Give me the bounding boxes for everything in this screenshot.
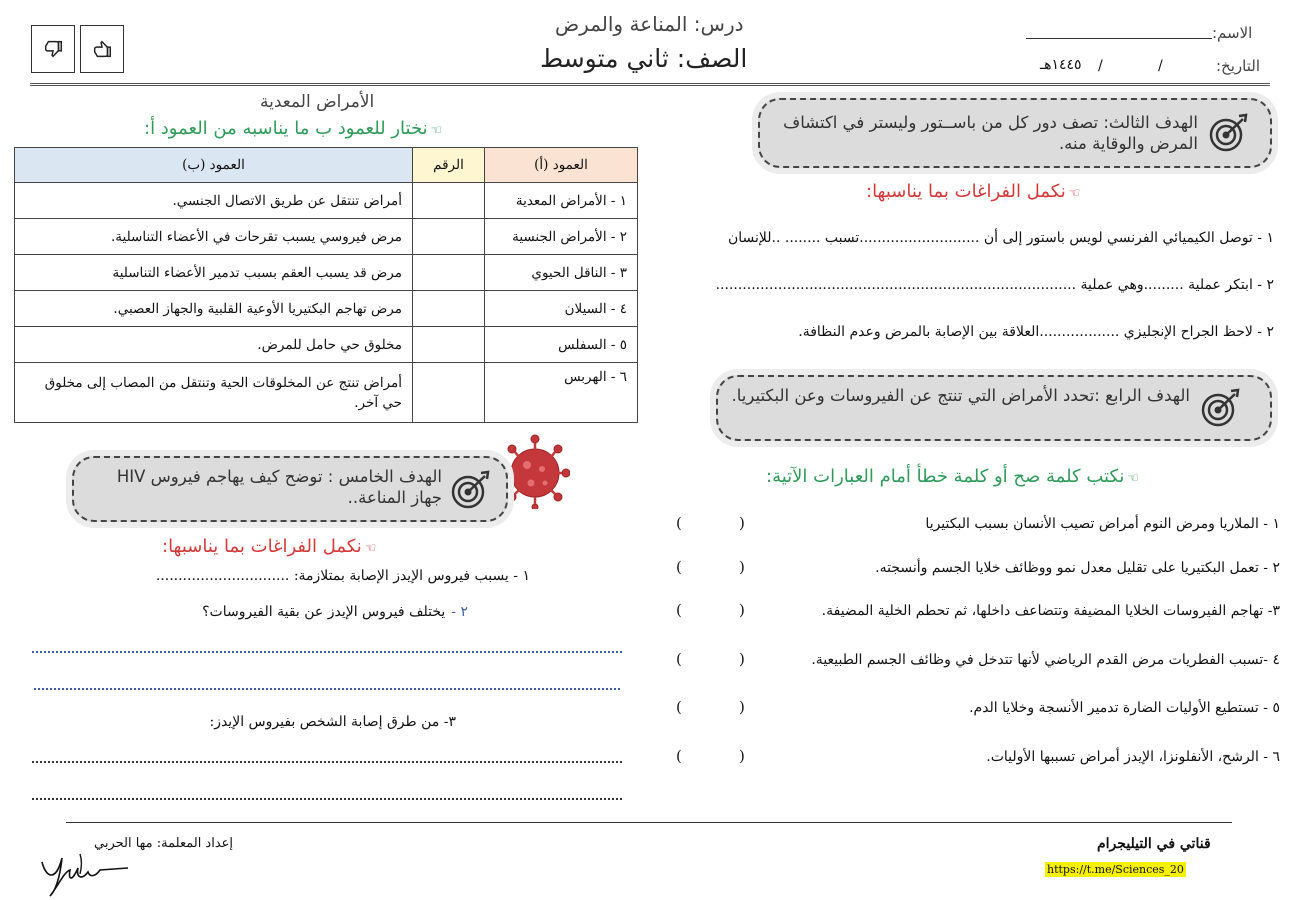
table-row: [15, 327, 638, 363]
telegram-link[interactable]: https://t.me/Sciences_20: [1047, 863, 1184, 876]
column-a-cell: ٢ - الأمراض الجنسية: [485, 219, 638, 255]
goal3-text: الهدف الثالث: تصف دور كل من باســتور وليستر في اكتشاف المرض والوقاية منه.: [783, 113, 1198, 153]
number-input-cell[interactable]: [413, 219, 485, 255]
number-column-header: الرقم: [413, 148, 485, 183]
answer-paren-open[interactable]: (: [739, 650, 745, 668]
tf-item: ٢ - تعمل البكتيريا على تقليل معدل نمو ووظائف خلايا الجسم وأنسجته.: [875, 560, 1280, 576]
answer-line[interactable]: [34, 688, 620, 690]
pointing-hand-icon: ☜: [364, 541, 377, 556]
answer-line[interactable]: [32, 651, 622, 653]
footer-divider: [66, 822, 1232, 823]
date-label: التاريخ:: [1216, 57, 1260, 75]
answer-paren-open[interactable]: (: [739, 601, 745, 619]
table-row: [15, 255, 638, 291]
name-label: الاسم:: [1212, 24, 1253, 42]
tf-item: ٥ - تستطيع الأوليات الضارة تدمير الأنسجة وخلايا الدم.: [969, 700, 1280, 716]
tf-item: ٣- تهاجم الفيروسات الخلايا المضيفة وتتضاعف داخلها، ثم تحطم الخلية المضيفة.: [821, 603, 1280, 619]
answer-paren-close[interactable]: ): [676, 601, 682, 619]
table-row: [15, 219, 638, 255]
aids-question-3: ٣- من طرق إصابة الشخص بفيروس الإيدز:: [209, 714, 456, 730]
column-a-cell: ٥ - السفلس: [485, 327, 638, 363]
goal4-box: [716, 375, 1272, 441]
tf-item: ٦ - الرشح، الأنفلونزا، الإيدز أمراض تسببها الأوليات.: [986, 749, 1280, 765]
column-b-cell: مرض قد يسبب العقم بسبب تدمير الأعضاء التناسلية: [15, 255, 413, 291]
thumbs-down-box[interactable]: [31, 25, 75, 73]
pointing-hand-icon: ☜: [430, 123, 443, 138]
thumbs-up-box[interactable]: [80, 25, 124, 73]
tf-item: ١ - الملاريا ومرض النوم أمراض تصيب الأنسان بسبب البكتيريا: [925, 516, 1280, 532]
true-false-title: ☜نكتب كلمة صح أو كلمة خطأ أمام العبارات الآتية:: [766, 466, 1140, 487]
column-a-cell: ٤ - السيلان: [485, 291, 638, 327]
column-a-header: العمود (أ): [485, 148, 638, 183]
infectious-diseases-title: الأمراض المعدية: [260, 92, 375, 112]
answer-paren-open[interactable]: (: [739, 698, 745, 716]
table-row: [15, 363, 638, 423]
right-fill-item: ٢ - ابتكر عملية .........وهي عملية .................................................................................: [715, 277, 1274, 293]
answer-paren-open[interactable]: (: [739, 747, 745, 765]
number-input-cell[interactable]: [413, 291, 485, 327]
column-b-cell: أمراض تنتج عن المخلوقات الحية وتنتقل من المصاب إلى مخلوق حي آخر.: [15, 363, 413, 423]
thumbs-down-icon: [42, 38, 64, 60]
answer-paren-close[interactable]: ): [676, 698, 682, 716]
target-icon: [1198, 386, 1242, 430]
number-input-cell[interactable]: [413, 363, 485, 423]
date-slash-2: /: [1098, 58, 1103, 74]
column-a-cell: ٣ - الناقل الحيوي: [485, 255, 638, 291]
right-fill-title: ☜نكمل الفراغات بما يناسبها:: [866, 181, 1081, 202]
date-year: ١٤٤٥هـ: [1040, 57, 1082, 73]
column-a-cell: ٦ - الهربس: [485, 363, 638, 423]
table-header-row: [15, 148, 638, 183]
virus-icon: [500, 433, 570, 509]
answer-paren-open[interactable]: (: [739, 558, 745, 576]
goal4-text: الهدف الرابع :تحدد الأمراض التي تنتج عن الفيروسات وعن البكتيريا.: [731, 386, 1190, 405]
question-number: ٢ -: [451, 604, 468, 620]
column-b-cell: أمراض تنتقل عن طريق الاتصال الجنسي.: [15, 183, 413, 219]
column-b-cell: مخلوق حي حامل للمرض.: [15, 327, 413, 363]
column-b-cell: مرض فيروسي يسبب تقرحات في الأعضاء التناسلية.: [15, 219, 413, 255]
column-a-cell: ١ - الأمراض المعدية: [485, 183, 638, 219]
match-title: ☜نختار للعمود ب ما يناسبه من العمود أ:: [144, 118, 443, 139]
target-icon: [448, 468, 492, 512]
table-row: [15, 183, 638, 219]
pointing-hand-icon: ☜: [1127, 471, 1140, 486]
header-divider: [30, 83, 1270, 86]
answer-paren-close[interactable]: ): [676, 650, 682, 668]
number-input-cell[interactable]: [413, 183, 485, 219]
answer-paren-close[interactable]: ): [676, 747, 682, 765]
thumbs-up-icon: [91, 38, 113, 60]
goal5-text: الهدف الخامس : توضح كيف يهاجم فيروس HIV جهاز المناعة..: [116, 467, 442, 507]
matching-table: [14, 147, 638, 423]
right-fill-item: ١ - توصل الكيميائي الفرنسي لويس باستور إلى أن ...........................تسبب ........ ..للإنسان: [727, 230, 1274, 246]
lesson-title: درس: المناعة والمرض: [555, 12, 744, 36]
goal3-box: [758, 98, 1272, 168]
answer-line[interactable]: [32, 798, 622, 800]
right-fill-item: ٢ - لاحظ الجراح الإنجليزي ..................العلاقة بين الإصابة بالمرض وعدم النظافة.: [798, 324, 1274, 340]
number-input-cell[interactable]: [413, 255, 485, 291]
answer-paren-open[interactable]: (: [739, 514, 745, 532]
aids-question-1: ١ - يسبب فيروس الإيدز الإصابة بمتلازمة: ..............................: [155, 568, 530, 584]
name-line[interactable]: [1026, 38, 1212, 39]
goal5-box: [72, 456, 508, 522]
aids-question-2: ٢ -يختلف فيروس الإيدز عن بقية الفيروسات؟: [202, 604, 468, 620]
column-b-header: العمود (ب): [15, 148, 413, 183]
answer-paren-close[interactable]: ): [676, 514, 682, 532]
answer-paren-close[interactable]: ): [676, 558, 682, 576]
left-fill-title: ☜نكمل الفراغات بما يناسبها:: [162, 536, 377, 557]
grade-title: الصف: ثاني متوسط: [540, 44, 748, 73]
signature: [36, 848, 136, 900]
date-slash-1: /: [1158, 58, 1163, 74]
answer-line[interactable]: [32, 761, 622, 763]
telegram-channel-label: قناتي في التيليجرام: [1097, 836, 1211, 852]
pointing-hand-icon: ☜: [1068, 186, 1081, 201]
number-input-cell[interactable]: [413, 327, 485, 363]
prepared-by: إعداد المعلمة: مها الحربي: [94, 836, 234, 851]
column-b-cell: مرض تهاجم البكتيريا الأوعية القلبية والجهاز العصبي.: [15, 291, 413, 327]
tf-item: ٤ -تسبب الفطريات مرض القدم الرياضي لأنها تتدخل في وظائف الجسم الطبيعية.: [811, 652, 1280, 668]
target-icon: [1206, 111, 1250, 155]
table-row: [15, 291, 638, 327]
